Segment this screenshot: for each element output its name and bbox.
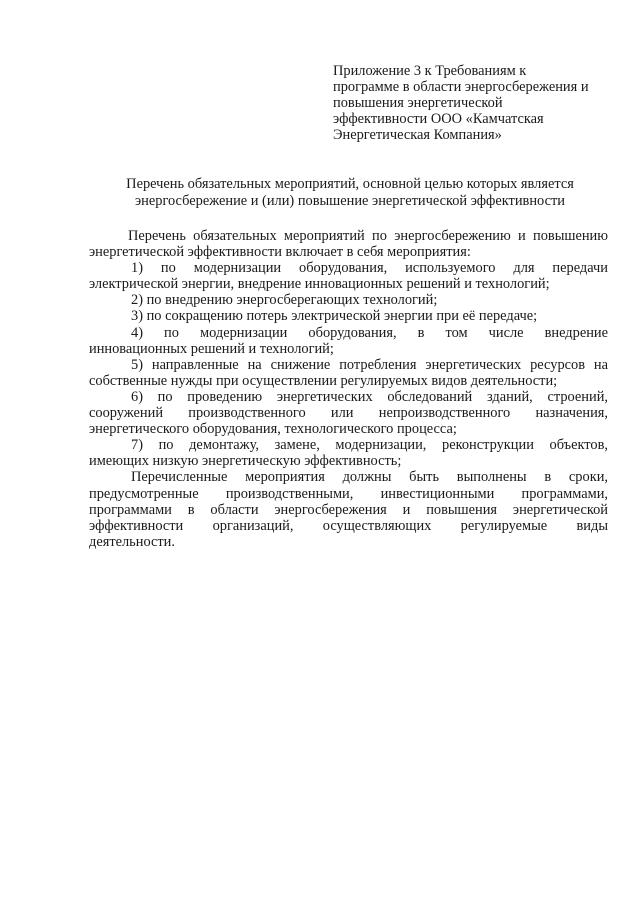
body-line: имеющих низкую энергетическую эффективность;	[89, 453, 402, 470]
body-line: Перечень обязательных мероприятий по энергосбережению и повышению	[128, 228, 608, 244]
appendix-note	[333, 63, 623, 143]
body-line: электрической энергии, внедрение инновационных решений и технологий;	[89, 276, 550, 293]
title-line: энергосбережение и (или) повышение энергетической эффективности	[135, 193, 565, 209]
body-line: сооружений производственного или непроизводственного назначения,	[89, 405, 608, 422]
appendix-line: повышения энергетической	[333, 95, 503, 111]
appendix-line: программе в области энергосбережения и	[333, 79, 589, 95]
appendix-line: Энергетическая Компания»	[333, 127, 502, 143]
document-title	[60, 176, 640, 210]
document-body	[89, 228, 608, 550]
appendix-line: Приложение 3 к Требованиям к	[333, 63, 527, 79]
title-line: Перечень обязательных мероприятий, основной целью которых является	[126, 176, 574, 192]
appendix-line: эффективности ООО «Камчатская	[333, 111, 544, 127]
list-item-6: 6) по проведению энергетических обследований зданий, строений,	[131, 388, 608, 405]
body-line: собственные нужды при осуществлении регулируемых видов деятельности;	[89, 372, 558, 389]
body-line: эффективности организаций, осуществляющих регулируемые виды	[89, 517, 608, 534]
body-line: программами в области энергосбережения и повышения энергетической	[89, 501, 608, 518]
list-item-2: 2) по внедрению энергосберегающих технологий;	[131, 292, 438, 309]
list-item-7: 7) по демонтажу, замене, модернизации, реконструкции объектов,	[131, 437, 608, 454]
body-line: деятельности.	[89, 533, 175, 550]
body-line: энергетического оборудования, технологического процесса;	[89, 421, 457, 438]
list-item-5: 5) направленные на снижение потребления энергетических ресурсов на	[131, 356, 608, 373]
list-item-3: 3) по сокращению потерь электрической энергии при её передаче;	[131, 308, 538, 325]
body-line: инновационных решений и технологий;	[89, 340, 334, 357]
body-line: предусмотренные производственными, инвестиционными программами,	[89, 485, 608, 502]
body-line: энергетической эффективности включает в себя мероприятия:	[89, 244, 471, 261]
list-item-4: 4) по модернизации оборудования, в том числе внедрение	[131, 324, 608, 341]
closing-paragraph-line: Перечисленные мероприятия должны быть выполнены в сроки,	[131, 469, 608, 486]
list-item-1: 1) по модернизации оборудования, используемого для передачи	[131, 260, 608, 277]
